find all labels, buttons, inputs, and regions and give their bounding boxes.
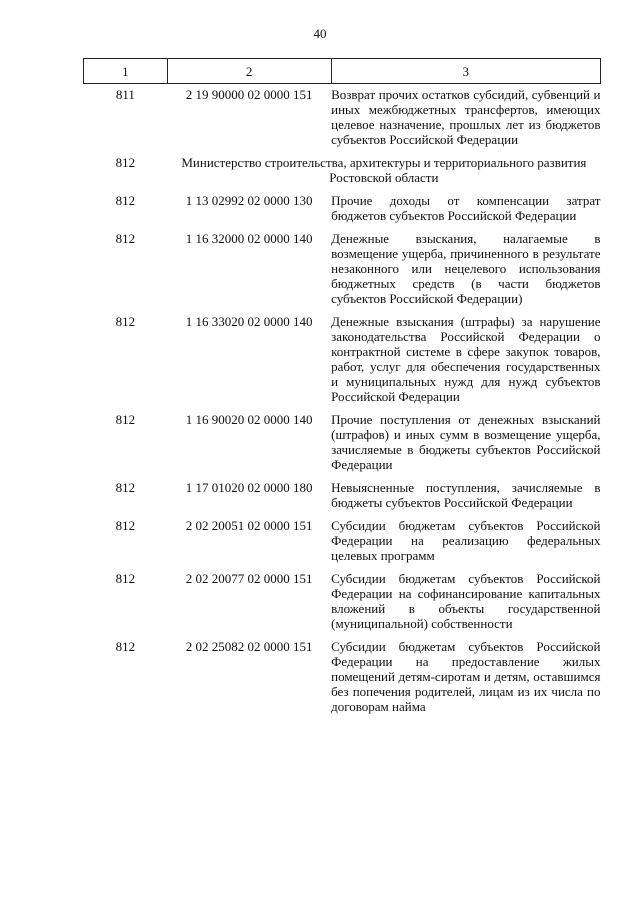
- admin-code: 811: [115, 87, 135, 102]
- table-row: [84, 567, 601, 635]
- admin-code: 812: [115, 314, 136, 329]
- admin-code: 812: [115, 480, 136, 495]
- budget-codes-table: [83, 58, 601, 718]
- admin-code: 812: [115, 639, 136, 654]
- revenue-code: 2 19 90000 02 0000 151: [185, 87, 313, 102]
- revenue-code: 1 16 33020 02 0000 140: [185, 314, 313, 329]
- admin-code: 812: [115, 231, 136, 246]
- table-row: [84, 635, 601, 718]
- revenue-description: Прочие доходы от компенсации затрат бюджетов субъектов Российской Федерации: [331, 193, 601, 223]
- header-row: [84, 59, 601, 84]
- table-row: [84, 84, 601, 152]
- admin-code: 812: [115, 193, 136, 208]
- ministry-name: Министерство строительства, архитектуры и территориального развития Ростовской области: [181, 155, 587, 185]
- revenue-description: Субсидии бюджетам субъектов Российской Федерации на предоставление жилых помещений детям-сиротам и детям, оставшимся без попечения родителей, лицам из их числа по договорам найма: [331, 639, 601, 714]
- revenue-description: Возврат прочих остатков субсидий, субвенций и иных межбюджетных трансфертов, имеющих целевое назначение, прошлых лет из бюджетов субъектов Российской Федерации: [331, 87, 601, 147]
- table-header: [84, 59, 601, 84]
- revenue-code: 1 13 02992 02 0000 130: [185, 193, 313, 208]
- admin-code: 812: [115, 155, 136, 170]
- table-row-ministry: [84, 151, 601, 189]
- revenue-description: Денежные взыскания (штрафы) за нарушение законодательства Российской Федерации о контрактной системе в сфере закупок товаров, работ, услуг для обеспечения государственных и муниципальных нужд для нужд субъектов Российской Федерации: [331, 314, 601, 404]
- revenue-code: 2 02 20077 02 0000 151: [185, 571, 313, 586]
- revenue-description: Денежные взыскания, налагаемые в возмещение ущерба, причиненного в результате незаконного или нецелевого использования бюджетных средств (в части бюджетов субъектов Российской Федерации): [331, 231, 601, 306]
- admin-code: 812: [115, 518, 136, 533]
- table-body: [84, 84, 601, 719]
- table-row: [84, 476, 601, 514]
- table-row: [84, 227, 601, 310]
- table-row: [84, 514, 601, 567]
- header-col-1: 1: [84, 59, 168, 84]
- revenue-description: Невыясненные поступления, зачисляемые в бюджеты субъектов Российской Федерации: [331, 480, 601, 510]
- revenue-code: 1 16 32000 02 0000 140: [185, 231, 313, 246]
- admin-code: 812: [115, 571, 136, 586]
- revenue-description: Прочие поступления от денежных взысканий (штрафов) и иных сумм в возмещение ущерба, зачисляемые в бюджеты субъектов Российской Федерации: [331, 412, 601, 472]
- revenue-description: Субсидии бюджетам субъектов Российской Федерации на софинансирование капитальных вложений в объекты государственной (муниципальной) собственности: [331, 571, 601, 631]
- revenue-code: 1 16 90020 02 0000 140: [185, 412, 313, 427]
- page-number: 40: [313, 26, 327, 41]
- header-col-3: 3: [331, 59, 600, 84]
- table-row: [84, 189, 601, 227]
- table-row: [84, 310, 601, 408]
- header-col-2: 2: [167, 59, 331, 84]
- revenue-code: 2 02 25082 02 0000 151: [185, 639, 313, 654]
- revenue-code: 1 17 01020 02 0000 180: [185, 480, 313, 495]
- revenue-description: Субсидии бюджетам субъектов Российской Федерации на реализацию федеральных целевых программ: [331, 518, 601, 563]
- revenue-code: 2 02 20051 02 0000 151: [185, 518, 313, 533]
- admin-code: 812: [115, 412, 136, 427]
- table-row: [84, 408, 601, 476]
